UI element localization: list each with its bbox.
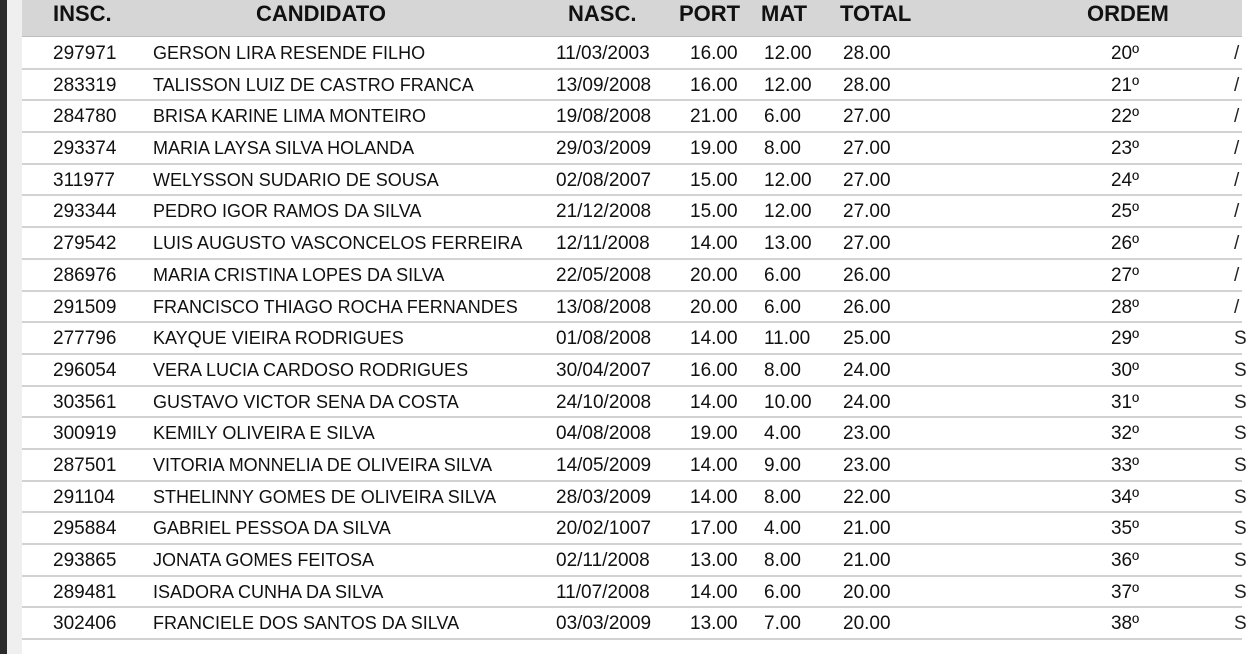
cell-insc: 291104 [53,486,115,508]
cell-candidato: PEDRO IGOR RAMOS DA SILVA [153,201,422,222]
table-row [22,323,1247,355]
cell-last: S [1234,613,1247,635]
cell-port: 15.00 [690,201,738,223]
header-total: TOTAL [840,1,912,26]
cell-last: / [1234,201,1240,223]
cell-ordem: 24º [1110,169,1140,191]
cell-nasc: 11/03/2003 [556,43,650,64]
table-row [22,70,1242,102]
cell-total: 24.00 [843,391,891,413]
cell-candidato: VERA LUCIA CARDOSO RODRIGUES [153,359,469,380]
cell-mat: 4.00 [764,423,801,445]
cell-total: 23.00 [843,454,891,476]
cell-ordem: 37º [1110,581,1140,603]
cell-mat: 12.00 [764,74,812,96]
page-margin [7,0,22,654]
viewer-edge [0,0,7,654]
cell-total: 23.00 [843,423,891,445]
cell-port: 14.00 [690,486,738,508]
cell-mat: 8.00 [764,359,801,381]
cell-mat: 11.00 [764,328,811,350]
cell-total: 25.00 [843,328,891,350]
cell-insc: 303561 [53,391,117,413]
table-row [22,418,1247,450]
cell-port: 20.00 [690,264,738,286]
cell-mat: 12.00 [764,201,812,223]
cell-candidato: GERSON LIRA RESENDE FILHO [153,43,426,63]
cell-port: 15.00 [690,169,738,191]
cell-total: 27.00 [843,169,891,191]
cell-insc: 300919 [53,423,117,445]
cell-insc: 302406 [53,613,117,635]
cell-candidato: VITORIA MONNELIA DE OLIVEIRA SILVA [153,454,493,475]
cell-nasc: 02/08/2007 [556,169,652,191]
cell-mat: 10.00 [764,391,812,413]
cell-ordem: 23º [1110,138,1140,160]
cell-ordem: 20º [1110,43,1140,64]
cell-total: 20.00 [843,613,891,635]
table-row [22,387,1247,419]
cell-insc: 286976 [53,264,117,286]
cell-nasc: 19/08/2008 [556,106,652,128]
header-port: PORT [679,1,741,26]
cell-candidato: WELYSSON SUDARIO DE SOUSA [153,169,439,190]
cell-last: / [1234,74,1240,96]
cell-last: S [1234,486,1247,508]
cell-mat: 6.00 [764,106,801,128]
table-body [22,38,1247,640]
cell-nasc: 30/04/2007 [556,359,652,381]
cell-total: 21.00 [843,550,891,571]
cell-candidato: BRISA KARINE LIMA MONTEIRO [153,106,427,127]
cell-nasc: 14/05/2009 [556,454,652,476]
cell-total: 26.00 [843,296,891,318]
cell-nasc: 13/08/2008 [556,296,652,318]
cell-candidato: JONATA GOMES FEITOSA [153,550,375,570]
table-row [22,133,1242,165]
cell-insc: 283319 [53,74,117,96]
cell-port: 13.00 [690,550,738,571]
cell-candidato: STHELINNY GOMES DE OLIVEIRA SILVA [153,486,497,507]
cell-last: / [1234,138,1240,160]
cell-mat: 6.00 [764,264,801,286]
cell-ordem: 29º [1110,328,1140,350]
cell-candidato: GABRIEL PESSOA DA SILVA [153,518,391,539]
cell-nasc: 03/03/2009 [556,613,652,635]
cell-candidato: LUIS AUGUSTO VASCONCELOS FERREIRA [153,233,523,254]
cell-ordem: 26º [1110,233,1140,255]
cell-insc: 277796 [53,328,117,350]
cell-port: 13.00 [690,613,738,635]
cell-mat: 12.00 [764,169,812,191]
cell-nasc: 20/02/1007 [556,518,652,540]
cell-last: S [1234,423,1247,445]
cell-insc: 311977 [53,169,115,191]
cell-ordem: 32º [1110,423,1140,445]
cell-total: 22.00 [843,486,891,508]
cell-mat: 4.00 [764,518,801,540]
cell-last: / [1234,169,1240,191]
cell-last: S [1234,454,1247,476]
cell-total: 21.00 [843,518,891,540]
cell-total: 26.00 [843,264,891,286]
cell-port: 14.00 [690,454,738,476]
cell-ordem: 21º [1110,74,1140,96]
header-candidato: CANDIDATO [256,1,386,26]
cell-ordem: 38º [1110,613,1140,635]
header-insc: INSC. [53,1,112,26]
cell-ordem: 30º [1110,359,1140,381]
cell-last: / [1234,233,1240,255]
cell-insc: 296054 [53,359,117,381]
cell-nasc: 11/07/2008 [556,581,650,603]
cell-total: 27.00 [843,233,891,255]
cell-insc: 287501 [53,454,117,476]
cell-candidato: FRANCISCO THIAGO ROCHA FERNANDES [153,296,518,317]
table-row [22,545,1247,577]
cell-insc: 295884 [53,518,117,540]
table-row [22,513,1247,545]
cell-mat: 12.00 [764,43,812,64]
cell-ordem: 22º [1110,106,1140,128]
cell-mat: 8.00 [764,550,801,571]
cell-insc: 293374 [53,138,117,160]
cell-last: S [1234,550,1247,571]
cell-nasc: 28/03/2009 [556,486,652,508]
cell-port: 16.00 [690,43,738,64]
table-row [22,292,1242,324]
table-row [22,165,1242,197]
cell-candidato: MARIA CRISTINA LOPES DA SILVA [153,264,445,285]
cell-mat: 7.00 [764,613,801,635]
cell-candidato: GUSTAVO VICTOR SENA DA COSTA [153,391,459,412]
cell-last: S [1234,359,1247,381]
cell-insc: 284780 [53,106,117,128]
cell-total: 24.00 [843,359,891,381]
cell-insc: 289481 [53,581,117,603]
table-row [22,38,1242,70]
cell-mat: 8.00 [764,138,801,160]
table-row [22,577,1247,609]
cell-ordem: 36º [1110,550,1140,571]
cell-port: 17.00 [690,518,738,540]
table-row [22,355,1247,387]
cell-insc: 291509 [53,296,117,318]
cell-candidato: FRANCIELE DOS SANTOS DA SILVA [153,613,460,634]
cell-candidato: MARIA LAYSA SILVA HOLANDA [153,138,415,159]
cell-ordem: 31º [1110,391,1140,413]
table-header [22,0,1242,37]
cell-last: / [1234,264,1240,286]
cell-insc: 297971 [53,43,117,64]
table-row [22,260,1242,292]
cell-nasc: 01/08/2008 [556,328,652,350]
header-nasc: NASC. [568,1,637,26]
cell-nasc: 21/12/2008 [556,201,652,223]
cell-mat: 6.00 [764,296,801,318]
table-row [22,482,1247,514]
cell-total: 28.00 [843,74,891,96]
cell-port: 19.00 [690,138,738,160]
cell-port: 14.00 [690,233,738,255]
cell-total: 28.00 [843,43,891,64]
table-row [22,608,1247,640]
cell-port: 14.00 [690,391,738,413]
cell-ordem: 35º [1110,518,1140,540]
cell-total: 27.00 [843,201,891,223]
cell-total: 27.00 [843,138,891,160]
results-table [22,0,1247,654]
cell-mat: 8.00 [764,486,801,508]
cell-last: S [1234,518,1247,540]
cell-total: 20.00 [843,581,891,603]
cell-port: 14.00 [690,328,738,350]
table-row [22,228,1242,260]
cell-nasc: 24/10/2008 [556,391,652,413]
header-ordem: ORDEM [1087,1,1169,26]
cell-nasc: 02/11/2008 [556,550,650,571]
cell-candidato: KAYQUE VIEIRA RODRIGUES [153,328,404,349]
cell-ordem: 27º [1110,264,1140,286]
cell-last: / [1234,106,1240,128]
cell-port: 14.00 [690,581,738,603]
cell-last: S [1234,391,1247,413]
cell-last: S [1234,328,1247,350]
cell-candidato: ISADORA CUNHA DA SILVA [153,581,384,602]
cell-nasc: 04/08/2008 [556,423,652,445]
cell-port: 20.00 [690,296,738,318]
cell-mat: 9.00 [764,454,801,476]
cell-last: / [1234,296,1240,318]
cell-ordem: 25º [1110,201,1140,223]
cell-insc: 293865 [53,550,117,571]
cell-nasc: 13/09/2008 [556,74,652,96]
cell-ordem: 34º [1110,486,1140,508]
table-row [22,196,1242,228]
cell-total: 27.00 [843,106,891,128]
cell-port: 16.00 [690,74,738,96]
table-row [22,101,1242,133]
cell-insc: 293344 [53,201,117,223]
cell-nasc: 29/03/2009 [556,138,652,160]
cell-port: 19.00 [690,423,738,445]
cell-candidato: KEMILY OLIVEIRA E SILVA [153,423,375,444]
cell-last: / [1234,43,1240,64]
cell-nasc: 22/05/2008 [556,264,652,286]
cell-candidato: TALISSON LUIZ DE CASTRO FRANCA [153,74,474,95]
cell-mat: 6.00 [764,581,801,603]
cell-mat: 13.00 [764,233,812,255]
cell-ordem: 33º [1110,454,1140,476]
cell-insc: 279542 [53,233,117,255]
cell-port: 21.00 [690,106,738,128]
cell-nasc: 12/11/2008 [556,233,650,255]
header-mat: MAT [761,1,808,26]
table-row [22,450,1247,482]
cell-port: 16.00 [690,359,738,381]
cell-ordem: 28º [1110,296,1140,318]
cell-last: S [1234,581,1247,603]
